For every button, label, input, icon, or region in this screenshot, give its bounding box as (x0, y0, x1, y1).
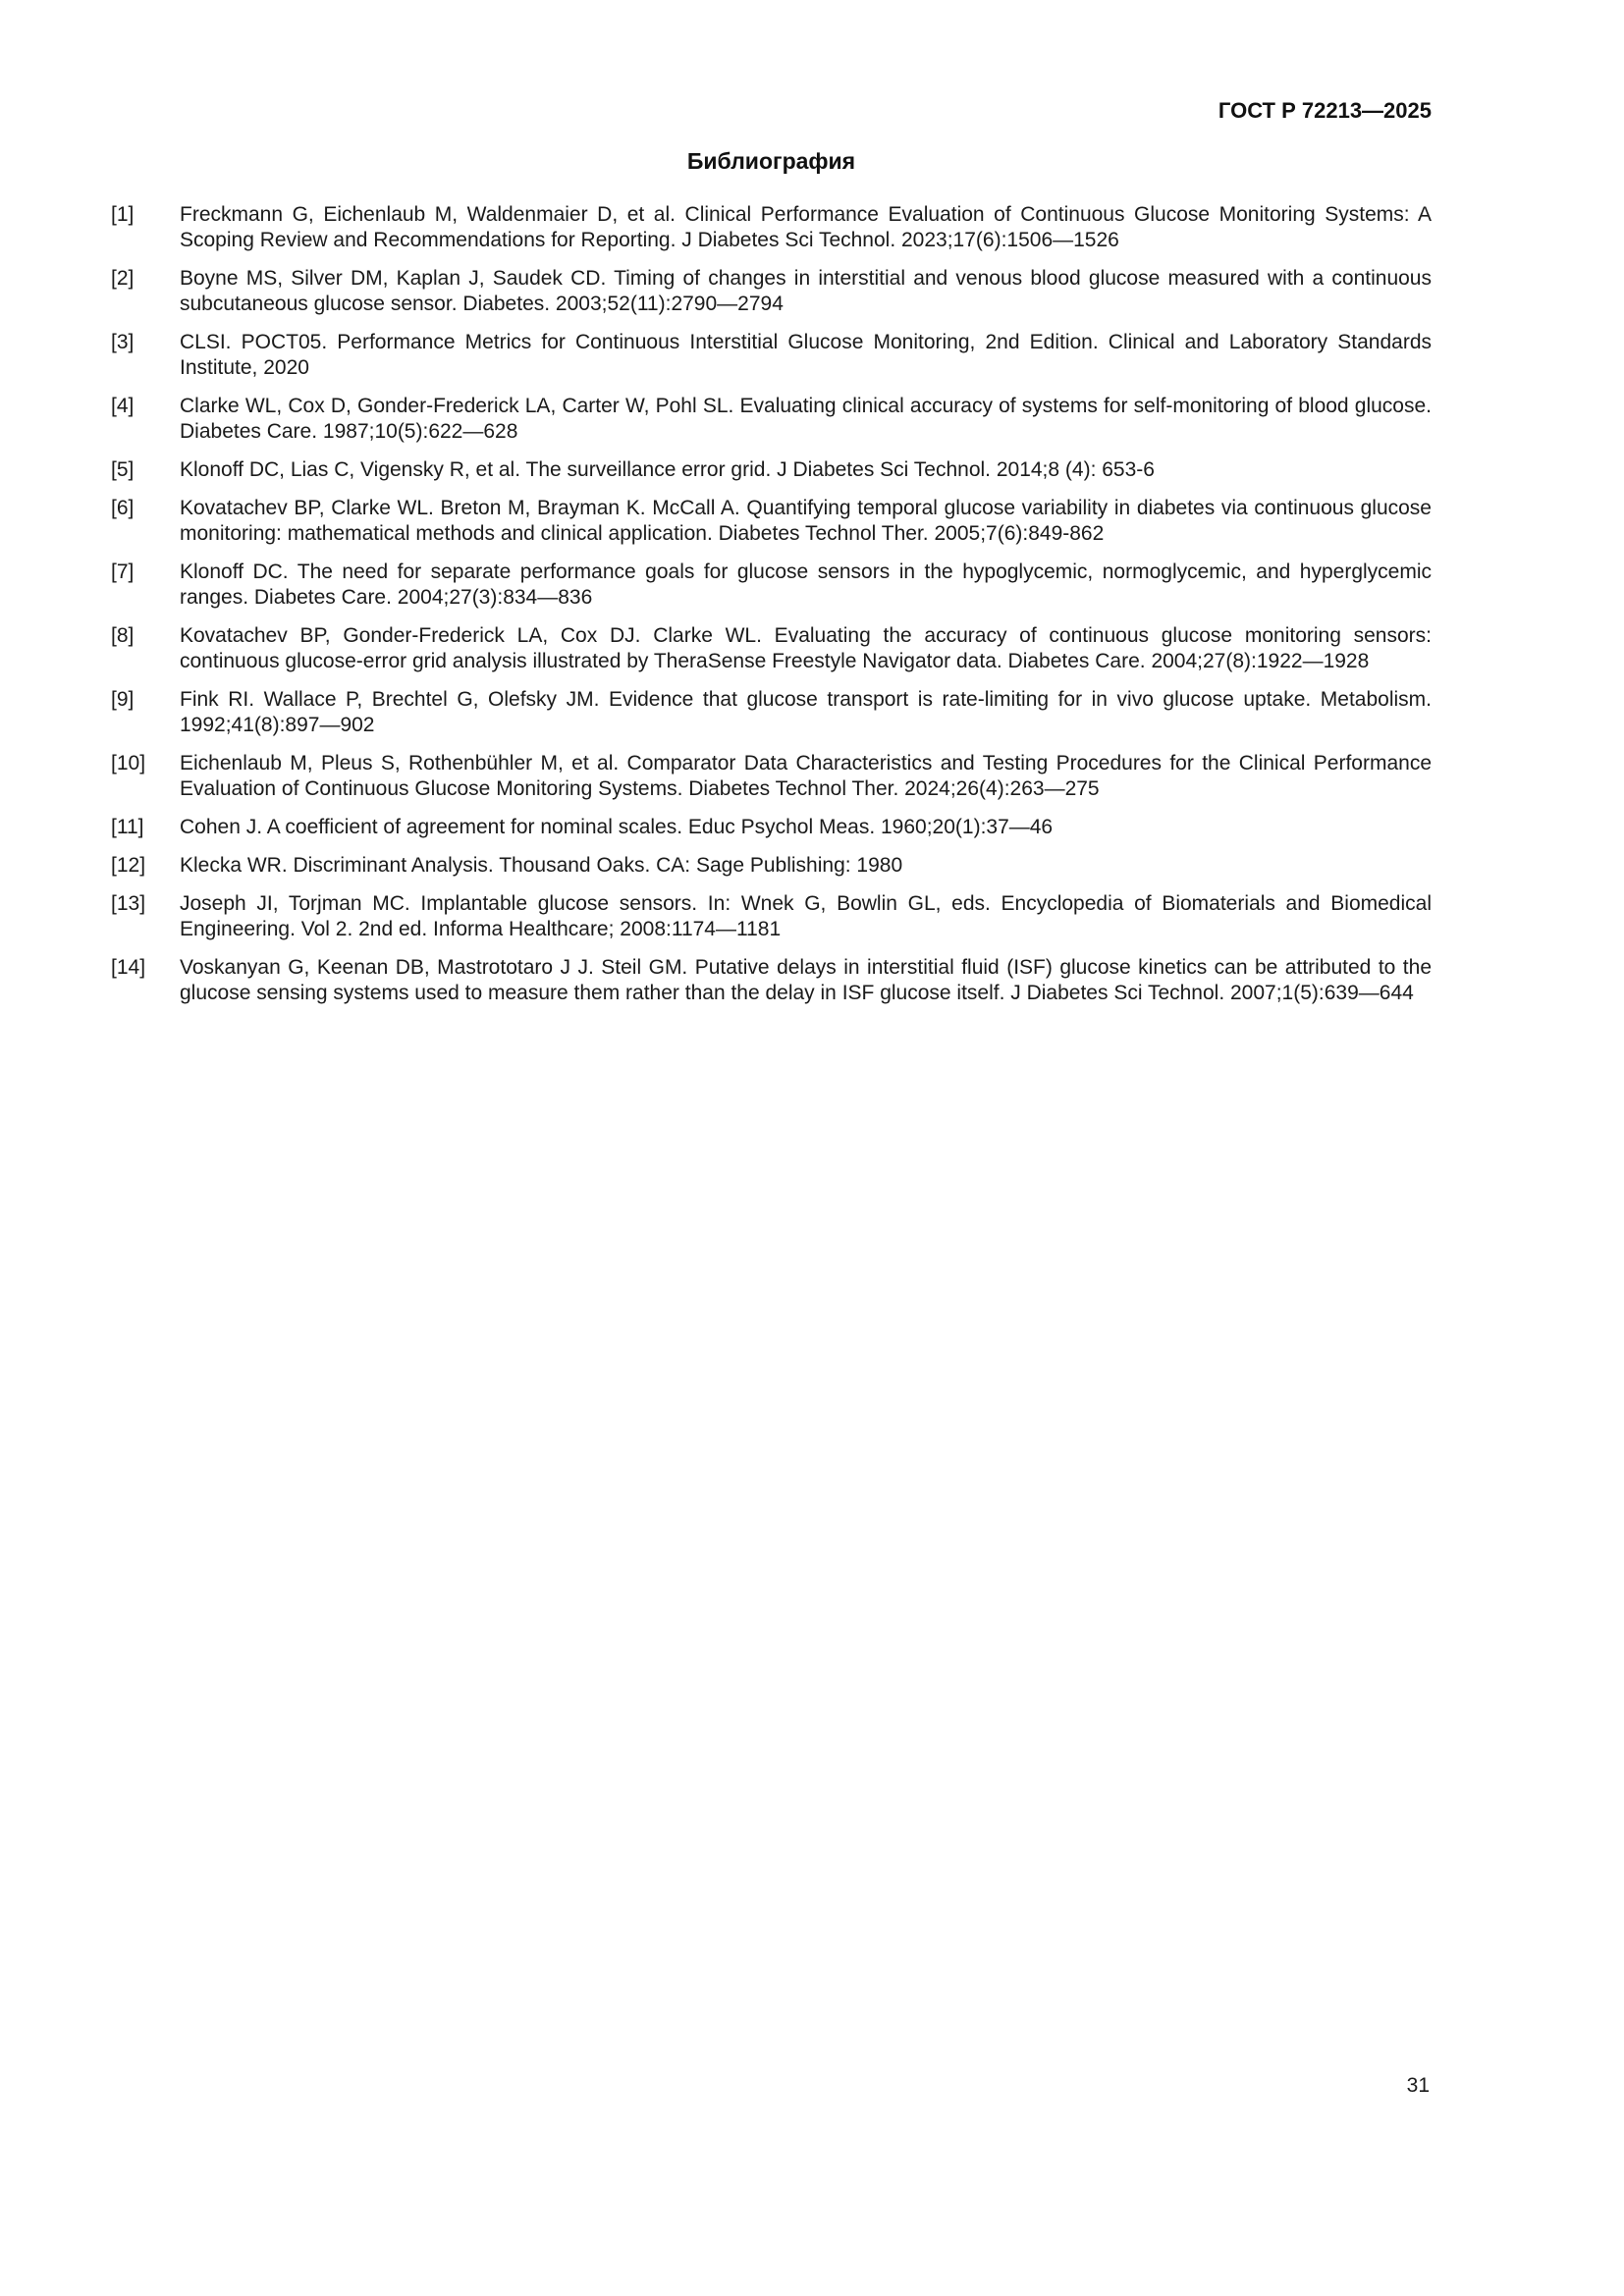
reference-text: Klonoff DC. The need for separate performance goals for glucose sensors in the hypoglycemic, normoglycemic, and hyperglycemic ranges. Diabetes Care. 2004;27(3):834—836 (180, 561, 1432, 609)
page-title: Библиография (686, 148, 856, 174)
reference-number: [8] (111, 624, 135, 647)
reference-number: [6] (111, 497, 135, 519)
reference-number: [1] (111, 203, 135, 226)
reference-text: Freckmann G, Eichenlaub M, Waldenmaier D, et al. Clinical Performance Evaluation of Continuous Glucose Monitoring Systems: A Scoping Review and Recommendations for Reporting. J Diabetes Sci Technol. 2023;17(6):1506—1526 (180, 203, 1432, 251)
reference-item (111, 815, 1432, 840)
reference-text: Klonoff DC, Lias C, Vigensky R, et al. The surveillance error grid. J Diabetes Sci Technol. 2014;8 (4): 653-6 (180, 458, 1155, 481)
reference-number: [2] (111, 267, 135, 290)
reference-number: [10] (111, 752, 146, 774)
reference-item (111, 687, 1432, 738)
reference-text: CLSI. POCT05. Performance Metrics for Continuous Interstitial Glucose Monitoring, 2nd Edition. Clinical and Laboratory Standards Institute, 2020 (180, 331, 1432, 379)
reference-text: Kovatachev BP, Gonder-Frederick LA, Cox DJ. Clarke WL. Evaluating the accuracy of continuous glucose monitoring sensors: continuous glucose-error grid analysis illustrated by TheraSense Freestyle Navigator data. Diabetes Care. 2004;27(8):1922—1928 (180, 624, 1432, 672)
reference-text: Kovatachev BP, Clarke WL. Breton M, Brayman K. McCall A. Quantifying temporal glucose variability in diabetes via continuous glucose monitoring: mathematical methods and clinical application. Diabetes Technol Ther. 2005;7(6):849-862 (180, 497, 1432, 545)
reference-text: Fink RI. Wallace P, Brechtel G, Olefsky JM. Evidence that glucose transport is rate-limiting for in vivo glucose uptake. Metabolism. 1992;41(8):897—902 (180, 688, 1432, 736)
reference-number: [13] (111, 892, 146, 915)
reference-number: [9] (111, 688, 135, 711)
reference-list (111, 202, 1432, 1006)
reference-item (111, 457, 1432, 483)
reference-item (111, 751, 1432, 802)
page-content (0, 0, 1624, 1006)
reference-item (111, 853, 1432, 879)
reference-number: [4] (111, 395, 135, 417)
reference-item (111, 623, 1432, 674)
reference-number: [11] (111, 816, 144, 838)
reference-number: [5] (111, 458, 135, 481)
reference-text: Eichenlaub M, Pleus S, Rothenbühler M, et al. Comparator Data Characteristics and Testing Procedures for the Clinical Performance Evaluation of Continuous Glucose Monitoring Systems. Diabetes Technol Ther. 2024;26(4):263—275 (180, 752, 1432, 800)
reference-number: [12] (111, 854, 146, 877)
reference-item (111, 496, 1432, 547)
reference-item (111, 202, 1432, 253)
reference-text: Boyne MS, Silver DM, Kaplan J, Saudek CD. Timing of changes in interstitial and venous blood glucose measured with a continuous subcutaneous glucose sensor. Diabetes. 2003;52(11):2790—2794 (180, 267, 1432, 315)
reference-item (111, 394, 1432, 445)
reference-item (111, 891, 1432, 942)
reference-text: Cohen J. A coefficient of agreement for nominal scales. Educ Psychol Meas. 1960;20(1):37—46 (180, 816, 1054, 838)
reference-text: Joseph JI, Torjman MC. Implantable glucose sensors. In: Wnek G, Bowlin GL, eds. Encyclopedia of Biomaterials and Biomedical Engineering. Vol 2. 2nd ed. Informa Healthcare; 2008:1174—1181 (180, 892, 1432, 940)
reference-number: [14] (111, 956, 146, 979)
reference-item (111, 330, 1432, 381)
reference-number: [7] (111, 561, 135, 583)
reference-number: [3] (111, 331, 135, 353)
reference-text: Clarke WL, Cox D, Gonder-Frederick LA, Carter W, Pohl SL. Evaluating clinical accuracy of systems for self-monitoring of blood glucose. Diabetes Care. 1987;10(5):622—628 (180, 395, 1432, 443)
reference-text: Klecka WR. Discriminant Analysis. Thousand Oaks. CA: Sage Publishing: 1980 (180, 854, 903, 877)
page-number: 31 (1406, 2074, 1430, 2097)
reference-text: Voskanyan G, Keenan DB, Mastrototaro J J. Steil GM. Putative delays in interstitial fluid (ISF) glucose kinetics can be attributed to the glucose sensing systems used to measure them rather than the delay in ISF glucose itself. J Diabetes Sci Technol. 2007;1(5):639—644 (180, 956, 1432, 1004)
reference-item (111, 266, 1432, 317)
reference-item (111, 955, 1432, 1006)
document-header: ГОСТ Р 72213—2025 (1218, 98, 1432, 123)
reference-item (111, 560, 1432, 611)
